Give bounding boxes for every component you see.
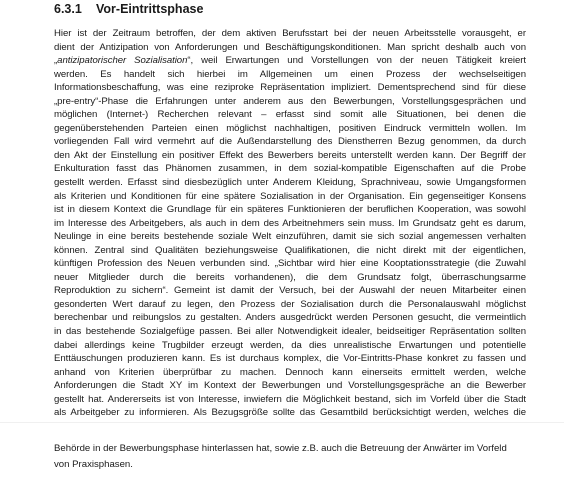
body-line: Enttäuschungen produzieren kann. Es ist durchaus komplex, die Vor-Eintritts-Phase konkret zu fassen und — [54, 353, 526, 365]
body-line: Anforderungen die Stadt XY im Kontext der Bewerbungen und Vorstellungsgespräche an die Bewerber — [54, 380, 526, 392]
body-line: anhand von Kriterien überprüfbar zu machen. Dennoch kann einerseits ermittelt werden, welche — [54, 366, 526, 378]
footer-line: von Praxisphasen. — [54, 458, 133, 470]
body-line: im Interesse des Arbeitgebers, als auch in dem des Arbeitnehmers sein muss. Im Grundsatz geht es darum, — [54, 217, 526, 229]
section-title: Vor-Eintrittsphase — [96, 2, 204, 16]
body-line: Enkulturation fasst das Phänomen zusammen, in dem sozial-kompatible Eigenschaften auf die Probe — [54, 163, 526, 175]
body-line: gesonderten Wert darauf zu legen, den Prozess der Sozialisation durch die Personalauswahl möglichst — [54, 298, 526, 310]
body-line: dabei allerdings keine Trugbilder erzeugt werden, da dies unrealistische Erwartungen und potentielle — [54, 339, 526, 351]
body-line: gestellt werden. Erfasst sind diesbezüglich unter Anderem Kleidung, Sprachniveau, sowie Umgangsformen — [54, 177, 526, 189]
body-line: vorliegenden Fall wird vermehrt auf die Außendarstellung des Dienstherren Bezug genommen, da durch — [54, 136, 526, 148]
body-line: künftigen Profession des Neuen verbunden sind. „Sichtbar wird hier eine Kooptationsstrategie (die Zuwahl — [54, 258, 526, 270]
body-line: möglichen (Internet-) Recherchen relevant – erfasst sind somit alle Situationen, bei denen die — [54, 109, 526, 121]
body-paragraph — [54, 27, 526, 420]
body-line: gegenüberstehenden Parteien einen möglichst nachhaltigen, positiven Eindruck vermitteln wollen. Im — [54, 122, 526, 134]
body-line: neuer Mitglieder durch die bereits vorhandenen), die dem Grundsatz folgt, überraschungsarme — [54, 271, 526, 283]
body-line: Reproduktion zu sichern“. Gemeint ist damit der Versuch, bei der Auswahl der neuen Mitarbeiter einen — [54, 285, 526, 297]
body-line: werden. Es handelt sich hierbei im Allgemeinen um einen Prozess der wechselseitigen — [54, 68, 526, 80]
section-heading — [54, 2, 203, 16]
body-line: können. Zentral sind Qualitäten beziehungsweise Qualifikationen, die nicht direkt mit der eigentlichen, — [54, 244, 526, 256]
body-line: als Kriterien und Konditionen für eine spätere Sozialisation in der Organisation. Ein gegenseitiger Konsens — [54, 190, 526, 202]
body-line: „pre-entry“-Phase die Erfahrungen unter anderem aus den Bewerbungen, Vorstellungsgesprächen und — [54, 95, 526, 107]
footer-line: Behörde in der Bewerbungsphase hinterlassen hat, sowie z.B. auch die Betreuung der Anwärter im Vorfeld — [54, 443, 507, 454]
body-line: in das bestehende Sozialgefüge passen. Bei aller Notwendigkeit idealer, beidseitiger Repräsentation sollten — [54, 326, 526, 338]
body-line: den Akt der Einstellung ein positiver Effekt des Bewerbers bereits unterstellt werden kann. Der Begriff der — [54, 149, 526, 161]
body-line: gestellt hat. Andererseits ist von Interesse, inwiefern die Möglichkeit bestand, sich im Vorfeld über die Stadt — [54, 393, 526, 405]
body-line: berechenbar und reibungslos zu gestalten. Anders ausgedrückt werden Personen gesucht, die vermeintlich — [54, 312, 526, 324]
body-line: Neulinge in eine bereits bestehende soziale Welt einzuführen, damit sie sich sozial angemessen verhalten — [54, 231, 526, 243]
section-number: 6.3.1 — [54, 2, 82, 16]
body-line: als Arbeitgeber zu informieren. Als Bezugsgröße sollte das Gesamtbild berücksichtigt werden, welches die — [54, 407, 526, 419]
body-line: Informationsbeschaffung, was eine reziproke Repräsentation impliziert. Dementsprechend sind für diese — [54, 82, 526, 94]
body-line: „antizipatorischer Sozialisation“, weil Erwartungen und Vorstellungen von der neuen Tätigkeit kreiert — [54, 55, 526, 67]
body-line: ist in diesem Kontext die Grundlage für ein späteres Funktionieren der beruflichen Kooperation, was sowohl — [54, 204, 526, 216]
body-line: Hier ist der Zeitraum betroffen, der dem aktiven Berufsstart bei der neuen Arbeitsstelle vorausgeht, er — [54, 28, 526, 39]
page-break-divider — [0, 422, 564, 423]
body-line: dient der Antizipation von Anforderungen und Beschäftigungskonditionen. Man spricht deshalb auch von — [54, 41, 526, 53]
continued-paragraph — [54, 441, 534, 472]
